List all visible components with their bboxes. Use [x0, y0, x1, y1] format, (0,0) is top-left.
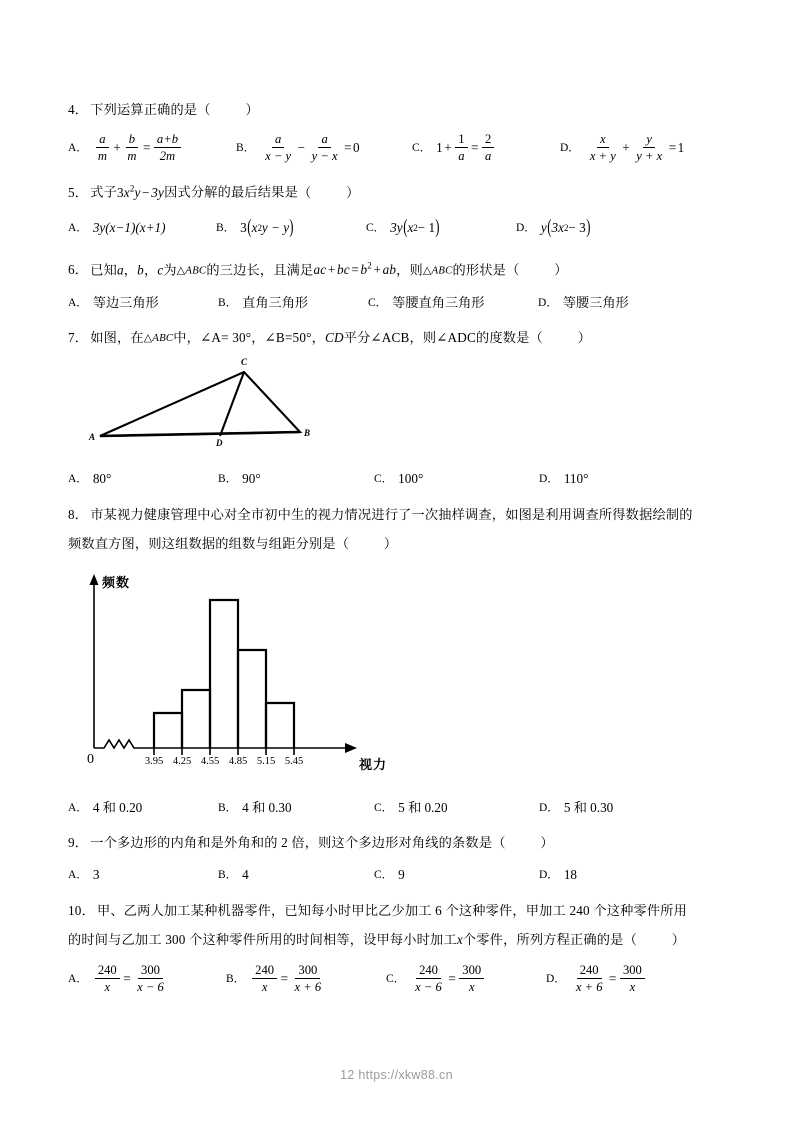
option-6-d-label: D．	[538, 296, 558, 309]
option-10-d-frac2	[620, 963, 645, 994]
equals-sign: =	[123, 970, 131, 986]
question-8	[68, 500, 728, 821]
question-7	[68, 324, 728, 492]
plus-sign-2: +	[373, 261, 382, 277]
vertex-label-d: D	[216, 437, 223, 448]
equals-sign: =	[609, 970, 617, 986]
equals-sign: =	[344, 139, 352, 155]
option-9-a-text: 3	[92, 866, 100, 882]
frac-den: x	[468, 980, 475, 995]
var-a: a	[116, 261, 124, 277]
plus-sign: +	[327, 261, 336, 277]
option-7-b-label: B．	[218, 472, 238, 485]
option-8-c-text: 5 和 0.20	[398, 799, 448, 815]
question-6	[68, 253, 728, 316]
frac-den: x	[261, 980, 268, 995]
option-7-b[interactable]	[218, 466, 374, 492]
inner-rest: − 1	[417, 219, 436, 235]
option-7-a-label: A．	[68, 472, 88, 485]
question-9-stem	[68, 829, 728, 856]
question-5-suffix: 因式分解的最后结果是	[164, 184, 298, 200]
question-4-stem	[68, 96, 728, 123]
x-axis-break-zigzag	[94, 740, 139, 748]
question-7-text-1: 如图，在	[90, 329, 144, 345]
inner-var: 3x	[551, 219, 564, 235]
option-10-b[interactable]	[226, 963, 386, 994]
question-8-text-line2: 频数直方图，则这组数据的组数与组距分别是	[68, 535, 336, 551]
histogram-svg	[76, 568, 406, 783]
option-8-d-text: 5 和 0.30	[563, 799, 614, 815]
option-6-c-text: 等腰直角三角形	[392, 294, 485, 310]
bar-5	[266, 703, 294, 748]
frac-num: 2	[482, 132, 494, 148]
option-6-a-label: A．	[68, 296, 88, 309]
option-4-d-frac1	[587, 132, 619, 163]
option-4-c[interactable]	[412, 132, 560, 163]
option-4-c-frac1	[455, 132, 467, 163]
option-6-d[interactable]	[538, 290, 629, 316]
option-10-b-frac2	[292, 963, 325, 994]
option-9-d[interactable]	[539, 862, 577, 888]
frac-den: a	[458, 149, 465, 164]
inner-rest: − 3	[568, 219, 586, 235]
triangle-figure	[82, 356, 382, 456]
option-7-a-text: 80°	[92, 470, 112, 486]
question-9-answer-blank[interactable]	[492, 835, 569, 850]
question-6-equation	[313, 262, 396, 277]
x-tick-label-3: 4.55	[200, 755, 220, 767]
plus-sign: +	[622, 139, 630, 155]
angle-acb: ∠ACB	[370, 329, 410, 345]
question-4	[68, 96, 728, 163]
exponent: 2	[129, 183, 135, 194]
question-8-text-line1: 市某视力健康管理中心对全市初中生的视力情况进行了一次抽样调查，如图是利用调查所得数据绘制的	[90, 506, 693, 522]
option-4-b-frac2	[309, 132, 341, 163]
question-6-options	[68, 290, 728, 316]
option-4-a-frac2	[124, 132, 139, 163]
frac-num: 240	[577, 963, 602, 979]
frac-den: x	[629, 980, 636, 995]
var-y: y	[134, 184, 141, 200]
question-10	[68, 896, 728, 994]
option-7-d-text: 110°	[563, 470, 589, 486]
frac-den: m	[97, 149, 107, 164]
option-10-b-label: B．	[226, 972, 246, 985]
option-9-a[interactable]	[68, 862, 218, 888]
question-6-text-4: ，则	[396, 261, 423, 277]
option-10-c-label: C．	[386, 972, 406, 985]
option-7-c[interactable]	[374, 466, 539, 492]
option-4-a-label: A．	[68, 141, 88, 154]
question-4-options	[68, 132, 728, 163]
option-5-a-label: A．	[68, 221, 88, 234]
angle-a: ∠A	[200, 329, 222, 345]
frac-den: x − 6	[415, 980, 442, 995]
right-paren: )	[289, 215, 294, 238]
option-8-b[interactable]	[218, 795, 374, 821]
x-tick-label-2: 4.25	[172, 755, 192, 767]
question-4-answer-blank[interactable]	[197, 102, 274, 117]
triangle-outline	[100, 372, 300, 436]
question-10-options	[68, 963, 728, 994]
option-9-c-label: C．	[374, 868, 394, 881]
option-4-b-rhs: 0	[353, 139, 360, 155]
frac-num: x	[597, 132, 609, 148]
frac-num: a	[272, 132, 284, 148]
option-10-a-frac1	[95, 963, 120, 994]
vertex-label-b: B	[304, 427, 311, 438]
option-4-b[interactable]	[236, 132, 412, 163]
question-5	[68, 175, 728, 240]
histogram-figure	[76, 568, 406, 783]
option-4-d[interactable]	[560, 132, 684, 163]
option-9-b-label: B．	[218, 868, 238, 881]
minus-sign: −	[297, 139, 306, 155]
term-ab: ab	[382, 261, 397, 277]
option-6-b-label: B．	[218, 296, 238, 309]
x-axis-arrow	[345, 743, 357, 753]
question-6-stem: 6． 已知a，b，c为△ABC的三边长，且满足ac + bc = $b^2$ + ab，则△ABC的形状是（ ）	[68, 253, 728, 284]
question-7-text-5: 的度数是	[475, 329, 530, 345]
option-4-b-label: B．	[236, 141, 256, 154]
left-paren: (	[546, 215, 552, 238]
var-x: x	[456, 931, 463, 947]
outer-coef: y	[540, 219, 547, 235]
question-9-options	[68, 862, 728, 888]
question-5-number: 5．	[68, 184, 89, 200]
equals-sign: =	[351, 261, 359, 277]
frac-num: y	[643, 132, 655, 148]
minus-sign: −	[142, 184, 150, 200]
option-6-b-text: 直角三角形	[242, 294, 309, 310]
option-6-c[interactable]	[368, 290, 538, 316]
x-tick-label-4: 4.85	[228, 755, 248, 767]
option-4-c-label: C．	[412, 141, 432, 154]
option-10-c-frac1	[412, 963, 445, 994]
frac-den: x − y	[265, 149, 292, 164]
x-axis-label: 视力	[359, 756, 388, 772]
option-4-a[interactable]	[68, 132, 236, 163]
x-tick-label-1: 3.95	[144, 755, 164, 767]
question-9-text: 一个多边形的内角和是外角和的 2 倍，则这个多边形对角线的条数是	[90, 834, 493, 850]
frac-num: a	[318, 132, 330, 148]
bar-3	[210, 600, 238, 748]
equals-sign: =	[448, 970, 456, 986]
triangle-abc-2: △ABC	[422, 263, 453, 276]
question-6-text-2: 为	[163, 261, 177, 277]
var-x: x	[123, 184, 130, 200]
question-7-stem: 7． 如图，在△ABC中，∠A= 30°，∠B=50°，CD平分∠ACB，则∠ADC的度数是（ ）	[68, 324, 728, 352]
frac-den: x + y	[589, 149, 616, 164]
right-paren: )	[586, 215, 591, 238]
frac-num: 300	[620, 963, 645, 979]
angle-adc: ∠ADC	[436, 329, 476, 345]
option-9-c-text: 9	[398, 866, 405, 882]
angle-a-value: = 30°	[221, 329, 252, 345]
vertex-label-c: C	[241, 356, 248, 367]
question-7-options	[68, 466, 728, 492]
question-8-answer-blank[interactable]	[336, 536, 413, 551]
option-4-a-frac1	[95, 132, 110, 163]
option-7-c-label: C．	[374, 472, 394, 485]
question-4-text: 下列运算正确的是	[90, 102, 198, 117]
angle-b: ∠B	[264, 329, 285, 345]
frac-den: a	[484, 149, 492, 164]
right-paren: )	[435, 215, 440, 238]
inner-exponent: 2	[563, 222, 569, 233]
option-4-c-lead: 1	[436, 139, 443, 155]
option-9-b-text: 4	[242, 866, 249, 882]
plus-sign: +	[113, 139, 121, 155]
equals-sign: =	[668, 139, 677, 155]
question-6-text-5: 的形状是	[452, 261, 507, 277]
triangle-abc: △ABC	[143, 331, 174, 344]
question-10-text-line2-post: 个零件，所列方程正确的是	[462, 931, 624, 947]
question-10-stem	[68, 896, 728, 954]
left-paren: (	[247, 215, 252, 238]
option-10-a-frac2	[134, 963, 167, 994]
option-6-b[interactable]	[218, 290, 368, 316]
option-8-b-text: 4 和 0.30	[242, 799, 292, 815]
option-6-a[interactable]	[68, 290, 218, 316]
question-8-options	[68, 795, 728, 821]
option-4-d-rhs: 1	[677, 139, 685, 155]
option-9-d-text: 18	[563, 866, 577, 882]
question-5-stem	[68, 175, 728, 205]
option-6-d-text: 等腰三角形	[562, 294, 629, 310]
question-7-text-2: 中，	[173, 329, 201, 345]
inner-exponent: 2	[413, 222, 418, 233]
question-5-options	[68, 215, 728, 241]
segment-ab-line	[100, 432, 300, 436]
frac-den: x + 6	[575, 980, 603, 995]
bar-1	[154, 713, 182, 748]
question-10-answer-blank[interactable]	[624, 932, 701, 947]
option-10-d-label: D．	[546, 972, 566, 985]
outer-coef: 3	[240, 219, 247, 235]
frac-num: b	[126, 132, 138, 148]
question-6-answer-blank[interactable]	[506, 262, 583, 277]
frac-num: 240	[416, 963, 441, 979]
option-9-b[interactable]	[218, 862, 374, 888]
question-9-number: 9．	[68, 834, 89, 850]
frac-num: a+b	[154, 132, 181, 148]
option-10-c[interactable]	[386, 963, 546, 994]
option-6-c-label: C．	[368, 296, 388, 309]
option-8-d-label: D．	[539, 801, 559, 814]
frac-num: 240	[95, 963, 120, 979]
question-10-text-line2-pre: 的时间与乙加工 300 个这种零件所用的时间相等，设甲每小时加工	[68, 931, 457, 947]
term-3y: 3y	[151, 184, 165, 200]
exponent: 2	[367, 260, 372, 271]
equals-sign: =	[471, 139, 479, 155]
option-10-d-frac1	[573, 963, 606, 994]
question-10-number: 10．	[68, 902, 95, 918]
option-8-a[interactable]	[68, 795, 218, 821]
origin-zero-label: 0	[87, 751, 94, 767]
inner-rest: y − y	[261, 219, 290, 235]
triangle-abc-1: △ABC	[176, 263, 207, 276]
inner-exponent: 2	[257, 222, 262, 233]
option-5-a[interactable]	[68, 215, 216, 241]
frac-den: y + x	[636, 149, 663, 164]
angle-b-value: =50°	[284, 329, 312, 345]
frac-den: x	[104, 980, 111, 995]
option-4-d-label: D．	[560, 141, 580, 154]
left-paren: (	[402, 215, 408, 238]
option-7-d[interactable]	[539, 466, 588, 492]
term-ac: ac	[313, 261, 327, 277]
page-footer-watermark: 12 https://xkw88.cn	[340, 1068, 453, 1082]
bar-4	[238, 650, 266, 748]
option-4-d-frac2	[633, 132, 665, 163]
questions-container	[68, 96, 728, 1006]
equals-sign: =	[280, 970, 288, 986]
var-b: b	[137, 261, 144, 277]
term-b: b	[360, 261, 368, 277]
question-7-text-4: ，则	[409, 329, 437, 345]
option-8-c[interactable]	[374, 795, 539, 821]
x-tick-label-6: 5.45	[284, 755, 304, 767]
question-7-answer-blank[interactable]	[530, 330, 607, 345]
frac-den: 2m	[159, 149, 176, 164]
question-5-expression	[117, 185, 164, 200]
term-bc: bc	[336, 261, 350, 277]
question-8-number: 8．	[68, 506, 89, 522]
equals-sign: =	[142, 139, 151, 155]
question-4-number: 4．	[68, 102, 89, 117]
frac-den: x + 6	[294, 980, 322, 995]
x-axis-ticks	[154, 748, 294, 755]
bar-2	[182, 690, 210, 748]
question-9	[68, 829, 728, 888]
option-5-a-expr: 3y(x−1)(x+1)	[92, 219, 166, 235]
option-5-b-label: B．	[216, 221, 236, 234]
var-c: c	[157, 261, 164, 277]
option-10-a[interactable]	[68, 963, 226, 994]
question-7-number: 7．	[68, 329, 89, 345]
frac-den: m	[127, 149, 137, 164]
question-8-stem	[68, 500, 723, 558]
inner-var: x	[407, 219, 414, 235]
option-10-a-label: A．	[68, 972, 88, 985]
segment-cd: CD	[325, 329, 344, 345]
question-10-text-line1: 甲、乙两人加工某种机器零件，已知每小时甲比乙少加工 6 个这种零件，甲加工 240 个这种零件所用	[96, 902, 688, 918]
option-5-d-label: D．	[516, 221, 536, 234]
option-7-b-text: 90°	[242, 470, 261, 486]
frac-num: 300	[295, 963, 320, 979]
option-9-a-label: A．	[68, 868, 88, 881]
question-6-text-1: 已知	[90, 261, 117, 277]
option-5-b[interactable]	[216, 215, 366, 241]
histogram-bars	[154, 600, 294, 748]
frac-num: 240	[252, 963, 277, 979]
option-5-c[interactable]	[366, 215, 516, 241]
frac-num: 300	[459, 963, 484, 979]
option-8-b-label: B．	[218, 801, 238, 814]
inner-var: x	[251, 219, 258, 235]
vertex-label-a: A	[89, 431, 96, 442]
option-7-a[interactable]	[68, 466, 218, 492]
option-8-a-text: 4 和 0.20	[92, 799, 143, 815]
question-6-number: 6．	[68, 261, 89, 277]
option-9-c[interactable]	[374, 862, 539, 888]
option-7-c-text: 100°	[398, 470, 424, 486]
x-tick-label-5: 5.15	[256, 755, 276, 767]
option-10-d[interactable]	[546, 963, 647, 994]
option-6-a-text: 等边三角形	[92, 294, 159, 310]
question-6-text-3: 的三边长，且满足	[206, 261, 314, 277]
y-axis-label: 频数	[102, 574, 131, 590]
option-5-d[interactable]	[516, 215, 591, 241]
option-4-a-frac3	[154, 132, 181, 163]
outer-coef: 3y	[390, 219, 403, 235]
option-7-d-label: D．	[539, 472, 559, 485]
y-axis-arrow	[90, 574, 99, 585]
frac-den: x − 6	[137, 980, 164, 995]
option-8-c-label: C．	[374, 801, 394, 814]
coef: 3	[116, 184, 124, 200]
frac-num: 300	[138, 963, 163, 979]
option-10-c-frac2	[459, 963, 484, 994]
plus-sign: +	[444, 139, 452, 155]
frac-num: 1	[455, 132, 467, 148]
option-5-c-label: C．	[366, 221, 386, 234]
option-8-d[interactable]	[539, 795, 613, 821]
question-5-answer-blank[interactable]	[298, 185, 375, 200]
option-9-d-label: D．	[539, 868, 559, 881]
option-10-b-frac1	[252, 963, 277, 994]
triangle-svg	[82, 356, 382, 456]
option-4-c-frac2	[482, 132, 494, 163]
question-5-prefix: 式子	[90, 184, 117, 200]
question-7-text-3: 平分	[343, 329, 371, 345]
frac-num: a	[96, 132, 108, 148]
frac-den: y − x	[311, 149, 338, 164]
option-4-b-frac1	[262, 132, 294, 163]
option-8-a-label: A．	[68, 801, 88, 814]
